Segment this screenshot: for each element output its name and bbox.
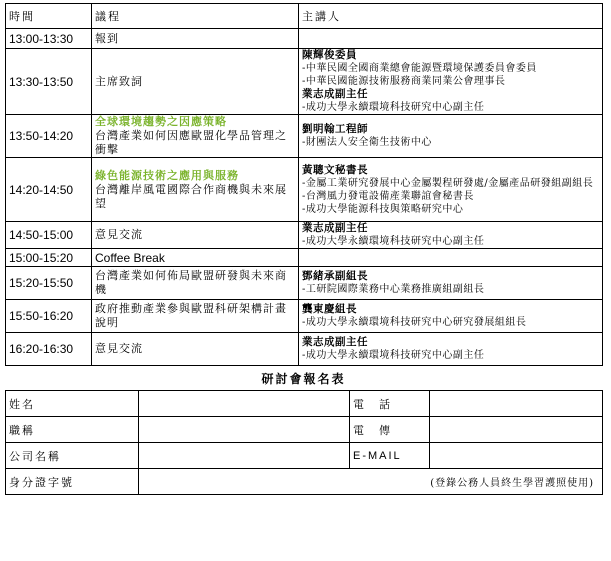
session-theme: 全球環境趨勢之因應策略 xyxy=(95,115,227,128)
registration-form xyxy=(5,390,603,495)
session-time: 15:00-15:20 xyxy=(6,249,92,267)
schedule-row xyxy=(6,115,603,158)
session-topic-cell xyxy=(92,222,299,249)
email-label: E-MAIL xyxy=(350,443,430,469)
fax-field[interactable] xyxy=(430,417,603,443)
speaker-name: 業志成副主任 xyxy=(302,336,368,348)
session-topic: 報到 xyxy=(95,31,119,45)
header-time: 時間 xyxy=(6,4,92,29)
speaker-name: 陳輝俊委員 xyxy=(302,49,357,61)
email-field[interactable] xyxy=(430,443,603,469)
schedule-header-row xyxy=(6,4,603,29)
speaker-name: 業志成副主任 xyxy=(302,222,368,234)
session-topic-cell xyxy=(92,115,299,158)
company-label: 公司名稱 xyxy=(6,443,139,469)
session-speaker-cell xyxy=(299,115,603,158)
session-time: 15:20-15:50 xyxy=(6,267,92,300)
title-field[interactable] xyxy=(139,417,350,443)
speaker-name: 業志成副主任 xyxy=(302,88,368,100)
schedule-row xyxy=(6,267,603,300)
session-time: 14:50-15:00 xyxy=(6,222,92,249)
session-speaker-cell xyxy=(299,333,603,366)
session-topic: 政府推動產業參與歐盟科研架構計畫說明 xyxy=(95,302,287,329)
session-time: 13:50-14:20 xyxy=(6,115,92,158)
session-topic-cell xyxy=(92,267,299,300)
speaker-affiliation: -財團法人安全衛生技術中心 xyxy=(302,137,432,148)
speaker-affiliation: -成功大學能源科技與策略研究中心 xyxy=(302,203,464,215)
session-topic-cell xyxy=(92,249,299,267)
speaker-affiliation: -中華民國全國商業總會能源暨環境保護委員會委員 xyxy=(302,63,537,74)
company-field[interactable] xyxy=(139,443,350,469)
reg-row-company xyxy=(6,443,603,469)
speaker-affiliation: -成功大學永續環境科技研究中心研究發展組組長 xyxy=(302,317,527,328)
session-speaker-cell xyxy=(299,300,603,333)
session-speaker-cell xyxy=(299,158,603,222)
session-speaker-cell xyxy=(299,222,603,249)
speaker-affiliation: -中華民國能源技術服務商業同業公會理事長 xyxy=(302,76,506,87)
id-field[interactable] xyxy=(139,469,603,495)
document xyxy=(5,3,602,495)
session-time: 13:00-13:30 xyxy=(6,29,92,49)
session-topic-cell xyxy=(92,158,299,222)
session-topic: 意見交流 xyxy=(95,228,143,241)
phone-field[interactable] xyxy=(430,391,603,417)
speaker-affiliation: -台灣風力發電設備產業聯誼會秘書長 xyxy=(302,190,474,202)
schedule-row xyxy=(6,300,603,333)
session-topic-cell xyxy=(92,300,299,333)
registration-title: 研討會報名表 xyxy=(261,372,346,386)
schedule-row xyxy=(6,158,603,222)
schedule-row xyxy=(6,49,603,115)
session-time: 16:20-16:30 xyxy=(6,333,92,366)
speaker-name: 劉明翰工程師 xyxy=(302,123,368,135)
name-label: 姓名 xyxy=(6,391,139,417)
schedule-row xyxy=(6,333,603,366)
session-topic: 意見交流 xyxy=(95,342,143,355)
session-topic-cell xyxy=(92,29,299,49)
speaker-affiliation: -成功大學永續環境科技研究中心副主任 xyxy=(302,350,485,361)
speaker-name: 鄧緒承副組長 xyxy=(302,270,368,282)
schedule-table xyxy=(5,3,603,366)
speaker-affiliation: -金屬工業研究發展中心金屬製程研發處/金屬產品研發組副組長 xyxy=(302,177,594,189)
name-field[interactable] xyxy=(139,391,350,417)
session-topic-cell xyxy=(92,49,299,115)
speaker-affiliation: -成功大學永續環境科技研究中心副主任 xyxy=(302,236,485,247)
schedule-row xyxy=(6,222,603,249)
schedule-row xyxy=(6,29,603,49)
session-topic: 台灣產業如何佈局歐盟研發與未來商機 xyxy=(95,269,287,296)
reg-row-name xyxy=(6,391,603,417)
phone-label: 電 話 xyxy=(350,391,430,417)
session-topic: 台灣產業如何因應歐盟化學品管理之衝擊 xyxy=(95,129,287,156)
speaker-name: 黃聰文秘書長 xyxy=(302,163,368,176)
session-time: 13:30-13:50 xyxy=(6,49,92,115)
header-topic: 議程 xyxy=(92,4,299,29)
session-time: 14:20-14:50 xyxy=(6,158,92,222)
session-topic-cell xyxy=(92,333,299,366)
id-label: 身分證字號 xyxy=(6,469,139,495)
session-speaker-cell xyxy=(299,267,603,300)
schedule-row xyxy=(6,249,603,267)
session-speaker-cell xyxy=(299,29,603,49)
session-topic: 主席致詞 xyxy=(95,74,143,88)
speaker-name: 龔東慶組長 xyxy=(302,303,357,315)
session-speaker-cell xyxy=(299,249,603,267)
title-label: 職稱 xyxy=(6,417,139,443)
speaker-affiliation: -工研院國際業務中心業務推廣組副組長 xyxy=(302,284,485,295)
reg-row-title xyxy=(6,417,603,443)
session-topic: Coffee Break xyxy=(95,250,165,265)
speaker-affiliation: -成功大學永續環境科技研究中心副主任 xyxy=(302,102,485,113)
session-theme: 綠色能源技術之應用與服務 xyxy=(95,168,239,182)
reg-row-id xyxy=(6,469,603,495)
session-time: 15:50-16:20 xyxy=(6,300,92,333)
fax-label: 電 傳 xyxy=(350,417,430,443)
session-speaker-cell xyxy=(299,49,603,115)
id-note: (登錄公務人員終生學習護照使用) xyxy=(430,478,594,489)
session-topic: 台灣離岸風電國際合作商機與未來展望 xyxy=(95,182,287,210)
header-speaker: 主講人 xyxy=(299,4,603,29)
